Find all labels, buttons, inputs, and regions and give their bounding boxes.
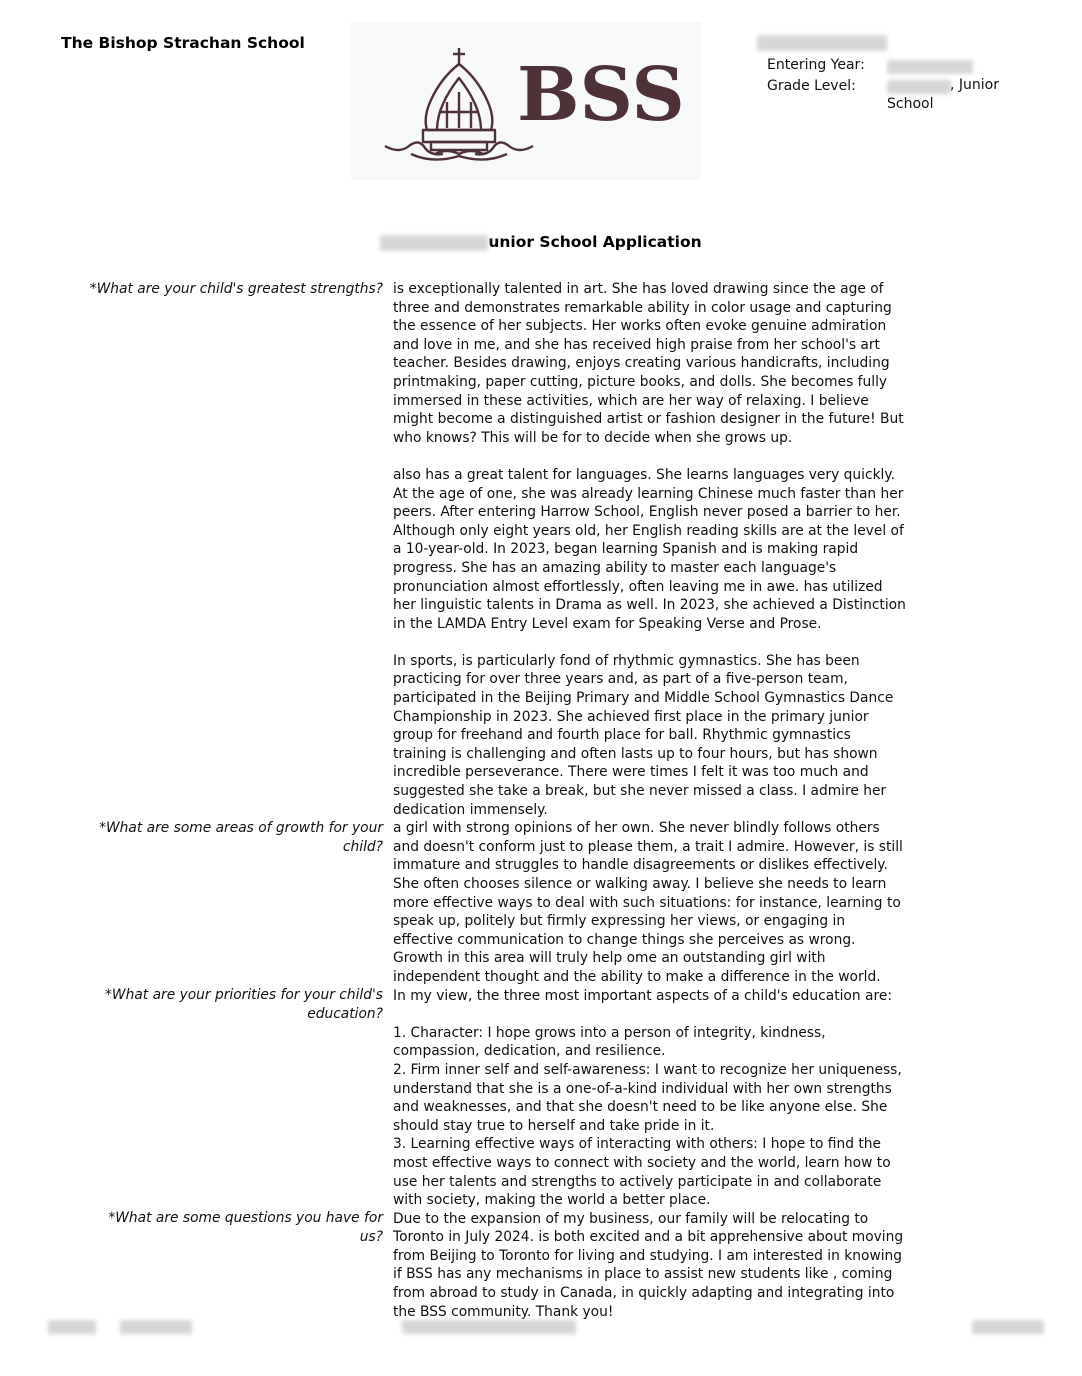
question-label-questions: *What are some questions you have for us? xyxy=(108,1210,383,1245)
redacted-footer-center xyxy=(402,1320,576,1334)
question-label-priorities: *What are your priorities for your child's education? xyxy=(105,987,383,1022)
logo-wordmark: BSS xyxy=(517,52,685,138)
answers-column xyxy=(393,280,908,1321)
answer-growth xyxy=(393,819,908,986)
answer-paragraph: is exceptionally talented in art. She has loved drawing since the age of three and demonstrates remarkable ability in color usage and capturing the essence of her subjects. Her works often evoke genuine admiration and love in me, and she has received high praise from her school's art teacher. Besides drawing, enjoys creating various handicrafts, including printmaking, paper cutting, picture books, and dolls. She becomes fully immersed in these activities, which are her way of relaxing. I believe might become a distinguished artist or fashion designer in the future! But who knows? This will be for to decide when she grows up. xyxy=(393,281,904,446)
grade-level-label: Grade Level: xyxy=(767,78,856,94)
redacted-grade xyxy=(887,80,951,94)
school-name: The Bishop Strachan School xyxy=(61,34,305,52)
answer-paragraph: In sports, is particularly fond of rhythmic gymnastics. She has been practicing for over three years and, as part of a five-person team, participated in the Beijing Primary and Middle School Gymnastics Dance Championship in 2023. She achieved first place in the primary junior group for freehand and fourth place for ball. Rhythmic gymnastics training is challenging and often lasts up to four hours, but has shown incredible perseverance. There were times I felt it was too much and suggested she take a break, but she never missed a class. I admire her dedication immensely. xyxy=(393,652,894,818)
answer-questions xyxy=(393,1210,908,1322)
answer-paragraph: 1. Character: I hope grows into a person of integrity, kindness, compassion, dedication, and resilience. 2. Firm inner self and self-awareness: I want to recognize her uniqueness, understand that she is a one-of-a-kind individual with her own strengths and weaknesses, and that she doesn't need to be like anyone else. She should stay true to herself and take pride in it. 3. Learning effective ways of interacting with others: I hope to find the most effective ways to connect with society and the world, learn how to use her talents and strengths to actively participate in and collaborate with society, making the world a better place. xyxy=(393,1024,902,1209)
question-label-strengths: *What are your child's greatest strengths? xyxy=(89,281,383,297)
answer-paragraph: In my view, the three most important aspects of a child's education are: xyxy=(393,987,892,1004)
title-text: unior School Application xyxy=(488,233,702,251)
answer-strengths xyxy=(393,280,908,819)
answer-priorities xyxy=(393,987,908,1210)
answer-paragraph: Due to the expansion of my business, our family will be relocating to Toronto in July 2024. is both excited and a bit apprehensive about moving from Beijing to Toronto for living and studying. I am interested in knowing if BSS has any mechanisms in place to assist new students like , coming from abroad to study in Canada, in quickly adapting and integrating into the BSS community. Thank you! xyxy=(393,1210,904,1320)
page-title xyxy=(0,233,1082,251)
grade-level-value-line2: School xyxy=(887,96,934,112)
redacted-footer-left xyxy=(48,1320,96,1334)
redacted-footer-left-2 xyxy=(120,1320,192,1334)
school-logo xyxy=(351,22,701,180)
redacted-student-name xyxy=(757,35,887,51)
redacted-footer-right xyxy=(972,1320,1044,1334)
redacted-title-prefix xyxy=(380,235,488,251)
answer-paragraph: also has a great talent for languages. She learns languages very quickly. At the age of one, she was already learning Chinese much faster than her peers. After entering Harrow School, English never posed a barrier to her. Although only eight years old, her English reading skills are at the level of a 10-year-old. In 2023, began learning Spanish and is making rapid progress. She has an amazing ability to master each language's pronunciation almost effortlessly, often leaving me in awe. has utilized her linguistic talents in Drama as well. In 2023, she achieved a Distinction in the LAMDA Entry Level exam for Speaking Verse and Prose. xyxy=(393,466,906,632)
answer-paragraph: a girl with strong opinions of her own. She never blindly follows others and doesn't conform just to please them, a trait I admire. However, is still immature and struggles to handle disagreements or dislikes effectively. She often chooses silence or walking away. I believe she needs to learn more effective ways to deal with such situations: for instance, learning to speak up, politely but firmly expressing her views, or engaging in effective communication to change things she perceives as wrong. Growth in this area will truly help ome an outstanding girl with independent thought and the ability to make a difference in the world. xyxy=(393,820,903,985)
grade-level-value: , Junior xyxy=(950,77,999,93)
redacted-entering-year xyxy=(887,60,973,74)
entering-year-label: Entering Year: xyxy=(767,57,865,73)
question-label-growth: *What are some areas of growth for your child? xyxy=(99,820,383,855)
